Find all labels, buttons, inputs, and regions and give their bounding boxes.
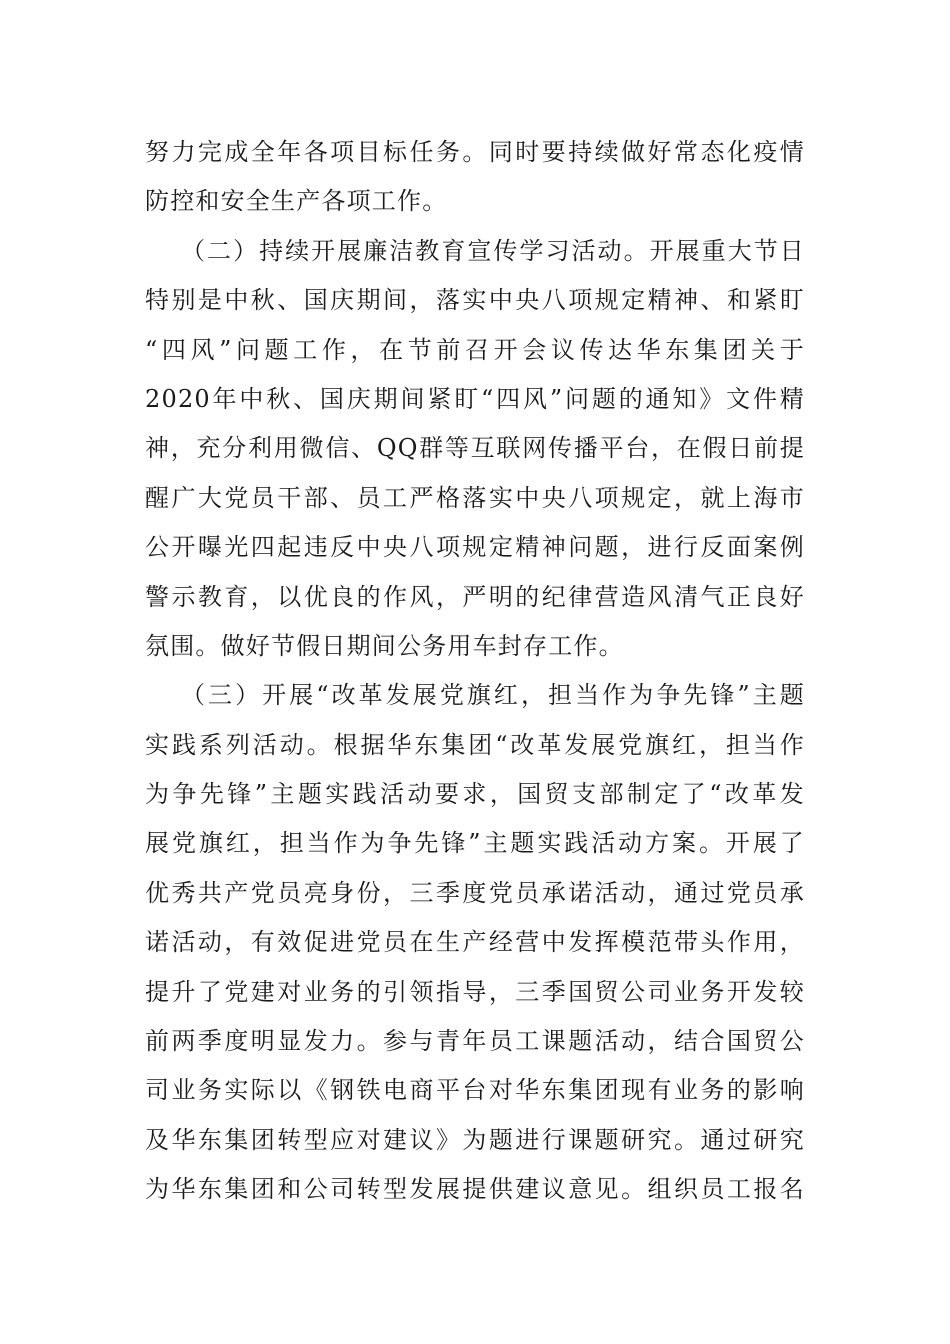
- paragraph-heading-line: （三）开展“改革发展党旗红，担当作为争先锋”主题: [181, 681, 805, 710]
- text-line: “四风”问题工作，在节前召开会议传达华东集团关于: [145, 335, 805, 364]
- text-line: 前两季度明显发力。参与青年员工课题活动，结合国贸公: [145, 1027, 805, 1056]
- text-line: 为华东集团和公司转型发展提供建议意见。组织员工报名: [145, 1175, 805, 1204]
- text-line: 防控和安全生产各项工作。: [145, 187, 448, 216]
- text-line: 司业务实际以《钢铁电商平台对华东集团现有业务的影响: [145, 1076, 805, 1105]
- text-line: 警示教育，以优良的作风，严明的纪律营造风清气正良好: [145, 582, 805, 611]
- text-line: 2020年中秋、国庆期间紧盯“四风”问题的通知》文件精: [145, 384, 805, 413]
- text-line: 特别是中秋、国庆期间，落实中央八项规定精神、和紧盯: [145, 286, 805, 315]
- document-body: [145, 128, 805, 1215]
- text-line: 为争先锋”主题实践活动要求，国贸支部制定了“改革发: [145, 780, 805, 809]
- text-line: 氛围。做好节假日期间公务用车封存工作。: [145, 631, 624, 660]
- text-line: 诺活动，有效促进党员在生产经营中发挥模范带头作用，: [145, 928, 805, 957]
- text-line: 公开曝光四起违反中央八项规定精神问题，进行反面案例: [145, 533, 805, 562]
- text-line: 展党旗红，担当作为争先锋”主题实践活动方案。开展了: [145, 829, 805, 858]
- text-line: 及华东集团转型应对建议》为题进行课题研究。通过研究: [145, 1125, 805, 1154]
- text-line: 实践系列活动。根据华东集团“改革发展党旗红，担当作: [145, 730, 805, 759]
- text-line: 优秀共产党员亮身份，三季度党员承诺活动，通过党员承: [145, 878, 805, 907]
- text-line: 提升了党建对业务的引领指导，三季国贸公司业务开发较: [145, 977, 805, 1006]
- text-line: 神，充分利用微信、QQ群等互联网传播平台，在假日前提: [145, 434, 805, 463]
- paragraph-heading-line: （二）持续开展廉洁教育宣传学习活动。开展重大节日: [181, 236, 805, 265]
- text-line: 醒广大党员干部、员工严格落实中央八项规定，就上海市: [145, 483, 805, 512]
- text-line: 努力完成全年各项目标任务。同时要持续做好常态化疫情: [145, 138, 805, 166]
